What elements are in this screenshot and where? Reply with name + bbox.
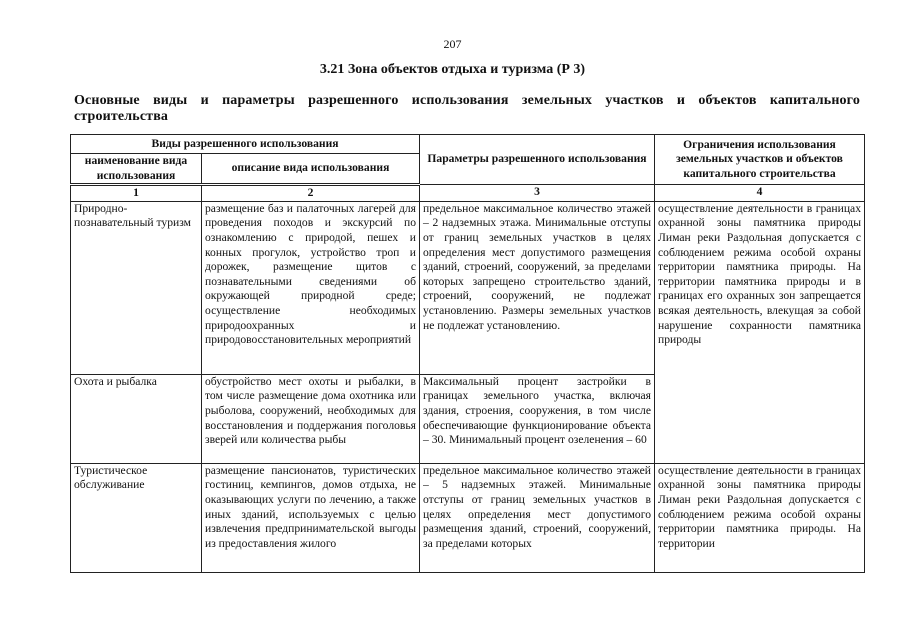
- header-description: описание вида использования: [202, 154, 420, 185]
- table-caption: Основные виды и параметры разрешенного использования земельных участков и объектов капитального строительства: [74, 93, 860, 124]
- header-params: Параметры разрешенного использования: [420, 135, 655, 185]
- column-number: 4: [655, 185, 865, 202]
- row-restrictions-text: осуществление деятельности в границах охранной зоны памятника природы Лиман реки Раздольная допускается с соблюдением режима особой охраны территории памятника природы. На территории: [658, 463, 861, 550]
- column-number: 2: [202, 185, 420, 202]
- row-description-text: размещение пансионатов, туристических гостиниц, кемпингов, домов отдыха, не оказывающих услуги по лечению, а также иных зданий, используемых с целью извлечения предпринимательской выгоды из предоставления жилого: [205, 463, 416, 550]
- row-restrictions: [655, 463, 865, 572]
- row-name: Охота и рыбалка: [71, 374, 202, 463]
- table-row: [71, 463, 865, 572]
- row-restrictions: осуществление деятельности в границах охранной зоны памятника природы Лиман реки Раздольная допускается с соблюдением режима особой охраны территории памятника природы. На территории памятника природы и в границах его охранных зон запрещается всякая деятельность, влекущая за собой нарушение сохранности памятника природы: [655, 201, 865, 463]
- row-params: [420, 463, 655, 572]
- row-name: [71, 463, 202, 572]
- row-name: Природно-познавательный туризм: [71, 201, 202, 374]
- row-params: Максимальный процент застройки в границах земельного участка, включая здания, строения, сооружения, в том числе обеспечивающие функционирование объекта – 30. Минимальный процент озеленения – 60: [420, 374, 655, 463]
- row-name-text: Туристическое обслуживание: [74, 463, 148, 492]
- row-description: обустройство мест охоты и рыбалки, в том числе размещение дома охотника или рыболова, сооружений, необходимых для восстановления и поддержания поголовья зверей или количества рыбы: [202, 374, 420, 463]
- header-group: Виды разрешенного использования: [71, 135, 420, 154]
- column-number: 1: [71, 185, 202, 202]
- row-description: [202, 463, 420, 572]
- column-number: 3: [420, 185, 655, 202]
- row-params-text: предельное максимальное количество этажей – 5 надземных этажей. Минимальные отступы от границ земельных участков в целях определения мест допустимого размещения зданий, строений, сооружений, за пределами которых: [423, 463, 651, 550]
- row-description: размещение баз и палаточных лагерей для проведения походов и экскурсий по ознакомлению с природой, пешех и конных прогулок, устройство троп и дорожек, размещение щитов с познавательными сведениями об окружающей природной среде; осуществление необходимых природоохранных и природовосстановительных мероприятий: [202, 201, 420, 374]
- page-number: 207: [443, 37, 462, 51]
- table-row: [71, 201, 865, 374]
- section-title: 3.21 Зона объектов отдыха и туризма (Р 3): [319, 62, 586, 77]
- header-restrictions: Ограничения использования земельных участков и объектов капитального строительства: [655, 135, 865, 185]
- land-use-table: [70, 134, 865, 573]
- row-params: предельное максимальное количество этажей – 2 надземных этажа. Минимальные отступы от границ земельных участков в целях определения мест допустимого размещения зданий, строений, сооружений, за пределами которых запрещено строительство зданий, строений, сооружений, не подлежат установлению. Размеры земельных участков не подлежат установлению.: [420, 201, 655, 374]
- header-name: наименование вида использования: [71, 154, 202, 185]
